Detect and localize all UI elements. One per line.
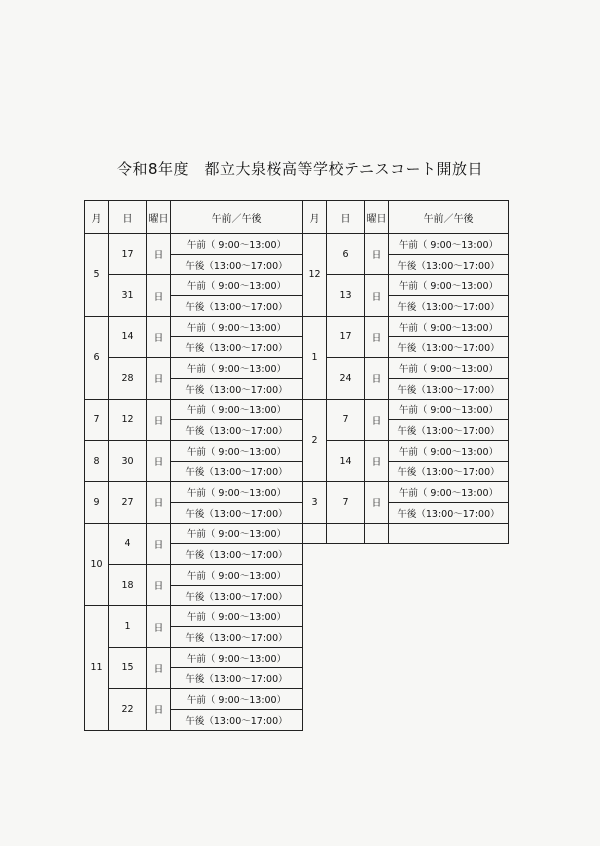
header-row: [85, 201, 303, 234]
day-cell: 17: [327, 316, 365, 357]
time-slot-cell: 午後（13:00～17:00）: [389, 420, 509, 441]
month-cell: 6: [85, 316, 109, 399]
day-cell: 1: [109, 606, 147, 647]
weekday-cell: 日: [147, 440, 171, 481]
day-cell: 12: [109, 399, 147, 440]
day-cell: 4: [109, 523, 147, 564]
slot-row: [303, 440, 509, 461]
empty-cell: [389, 523, 509, 544]
time-slot-cell: 午後（13:00～17:00）: [171, 544, 303, 565]
weekday-cell: 日: [365, 316, 389, 357]
weekday-cell: 日: [365, 358, 389, 399]
time-slot-cell: 午前（ 9:00～13:00）: [171, 440, 303, 461]
time-slot-cell: 午後（13:00～17:00）: [171, 254, 303, 275]
time-slot-cell: 午後（13:00～17:00）: [389, 254, 509, 275]
time-slot-cell: 午前（ 9:00～13:00）: [171, 482, 303, 503]
time-slot-cell: 午前（ 9:00～13:00）: [389, 399, 509, 420]
time-slot-cell: 午前（ 9:00～13:00）: [171, 565, 303, 586]
schedule-table-right: [302, 200, 509, 544]
weekday-cell: 日: [365, 275, 389, 316]
day-cell: 30: [109, 440, 147, 481]
header-month: 月: [303, 201, 327, 234]
time-slot-cell: 午前（ 9:00～13:00）: [389, 275, 509, 296]
month-cell: 8: [85, 440, 109, 481]
month-cell: 10: [85, 523, 109, 606]
day-cell: 6: [327, 234, 365, 275]
schedule-table-left: [84, 200, 303, 731]
time-slot-cell: 午前（ 9:00～13:00）: [389, 482, 509, 503]
time-slot-cell: 午後（13:00～17:00）: [171, 378, 303, 399]
time-slot-cell: 午後（13:00～17:00）: [171, 296, 303, 317]
header-time: 午前／午後: [389, 201, 509, 234]
empty-cell: [365, 523, 389, 544]
weekday-cell: 日: [147, 565, 171, 606]
month-cell: 5: [85, 234, 109, 317]
day-cell: 14: [109, 316, 147, 357]
slot-row: [303, 482, 509, 503]
time-slot-cell: 午前（ 9:00～13:00）: [171, 275, 303, 296]
day-cell: 7: [327, 482, 365, 523]
slot-row: [85, 275, 303, 296]
time-slot-cell: 午前（ 9:00～13:00）: [171, 689, 303, 710]
weekday-cell: 日: [365, 440, 389, 481]
header-weekday: 曜日: [365, 201, 389, 234]
slot-row: [85, 689, 303, 710]
slot-row: [85, 606, 303, 627]
time-slot-cell: 午前（ 9:00～13:00）: [389, 440, 509, 461]
page-title: 令和8年度 都立大泉桜高等学校テニスコート開放日: [117, 160, 483, 178]
weekday-cell: 日: [147, 234, 171, 275]
time-slot-cell: 午前（ 9:00～13:00）: [171, 358, 303, 379]
header-month: 月: [85, 201, 109, 234]
time-slot-cell: 午後（13:00～17:00）: [171, 585, 303, 606]
day-cell: 17: [109, 234, 147, 275]
weekday-cell: 日: [147, 399, 171, 440]
header-row: [303, 201, 509, 234]
time-slot-cell: 午前（ 9:00～13:00）: [171, 399, 303, 420]
time-slot-cell: 午前（ 9:00～13:00）: [171, 606, 303, 627]
header-weekday: 曜日: [147, 201, 171, 234]
month-cell: 2: [303, 399, 327, 482]
day-cell: 7: [327, 399, 365, 440]
slot-row: [85, 523, 303, 544]
time-slot-cell: 午前（ 9:00～13:00）: [171, 234, 303, 255]
slot-row: [303, 234, 509, 255]
day-cell: 22: [109, 689, 147, 730]
day-cell: 24: [327, 358, 365, 399]
time-slot-cell: 午前（ 9:00～13:00）: [171, 647, 303, 668]
day-cell: 15: [109, 647, 147, 688]
time-slot-cell: 午前（ 9:00～13:00）: [171, 316, 303, 337]
time-slot-cell: 午後（13:00～17:00）: [389, 296, 509, 317]
header-day: 日: [109, 201, 147, 234]
day-cell: 14: [327, 440, 365, 481]
empty-cell: [327, 523, 365, 544]
slot-row: [85, 647, 303, 668]
weekday-cell: 日: [147, 606, 171, 647]
time-slot-cell: 午後（13:00～17:00）: [389, 502, 509, 523]
weekday-cell: 日: [365, 234, 389, 275]
time-slot-cell: 午後（13:00～17:00）: [171, 461, 303, 482]
slot-row: [303, 399, 509, 420]
time-slot-cell: 午前（ 9:00～13:00）: [171, 523, 303, 544]
month-cell: 7: [85, 399, 109, 440]
month-cell: 12: [303, 234, 327, 317]
time-slot-cell: 午後（13:00～17:00）: [171, 627, 303, 648]
time-slot-cell: 午前（ 9:00～13:00）: [389, 358, 509, 379]
weekday-cell: 日: [147, 647, 171, 688]
month-cell: 3: [303, 482, 327, 523]
slot-row: [85, 399, 303, 420]
slot-row: [85, 482, 303, 503]
time-slot-cell: 午後（13:00～17:00）: [171, 337, 303, 358]
weekday-cell: 日: [147, 316, 171, 357]
slot-row: [85, 234, 303, 255]
time-slot-cell: 午前（ 9:00～13:00）: [389, 316, 509, 337]
day-cell: 28: [109, 358, 147, 399]
time-slot-cell: 午後（13:00～17:00）: [389, 378, 509, 399]
slot-row: [303, 316, 509, 337]
slot-row: [85, 358, 303, 379]
month-cell: 9: [85, 482, 109, 523]
day-cell: 31: [109, 275, 147, 316]
slot-row: [303, 358, 509, 379]
slot-row: [303, 275, 509, 296]
month-cell: 11: [85, 606, 109, 730]
slot-row: [85, 565, 303, 586]
time-slot-cell: 午後（13:00～17:00）: [171, 420, 303, 441]
weekday-cell: 日: [147, 482, 171, 523]
day-cell: 27: [109, 482, 147, 523]
weekday-cell: 日: [147, 275, 171, 316]
time-slot-cell: 午後（13:00～17:00）: [389, 461, 509, 482]
time-slot-cell: 午後（13:00～17:00）: [171, 668, 303, 689]
weekday-cell: 日: [365, 399, 389, 440]
day-cell: 13: [327, 275, 365, 316]
weekday-cell: 日: [147, 689, 171, 730]
time-slot-cell: 午後（13:00～17:00）: [171, 709, 303, 730]
month-cell: 1: [303, 316, 327, 399]
slot-row: [85, 440, 303, 461]
weekday-cell: 日: [365, 482, 389, 523]
day-cell: 18: [109, 565, 147, 606]
header-time: 午前／午後: [171, 201, 303, 234]
time-slot-cell: 午後（13:00～17:00）: [171, 502, 303, 523]
empty-cell: [303, 523, 327, 544]
time-slot-cell: 午後（13:00～17:00）: [389, 337, 509, 358]
weekday-cell: 日: [147, 358, 171, 399]
weekday-cell: 日: [147, 523, 171, 564]
time-slot-cell: 午前（ 9:00～13:00）: [389, 234, 509, 255]
slot-row: [85, 316, 303, 337]
header-day: 日: [327, 201, 365, 234]
